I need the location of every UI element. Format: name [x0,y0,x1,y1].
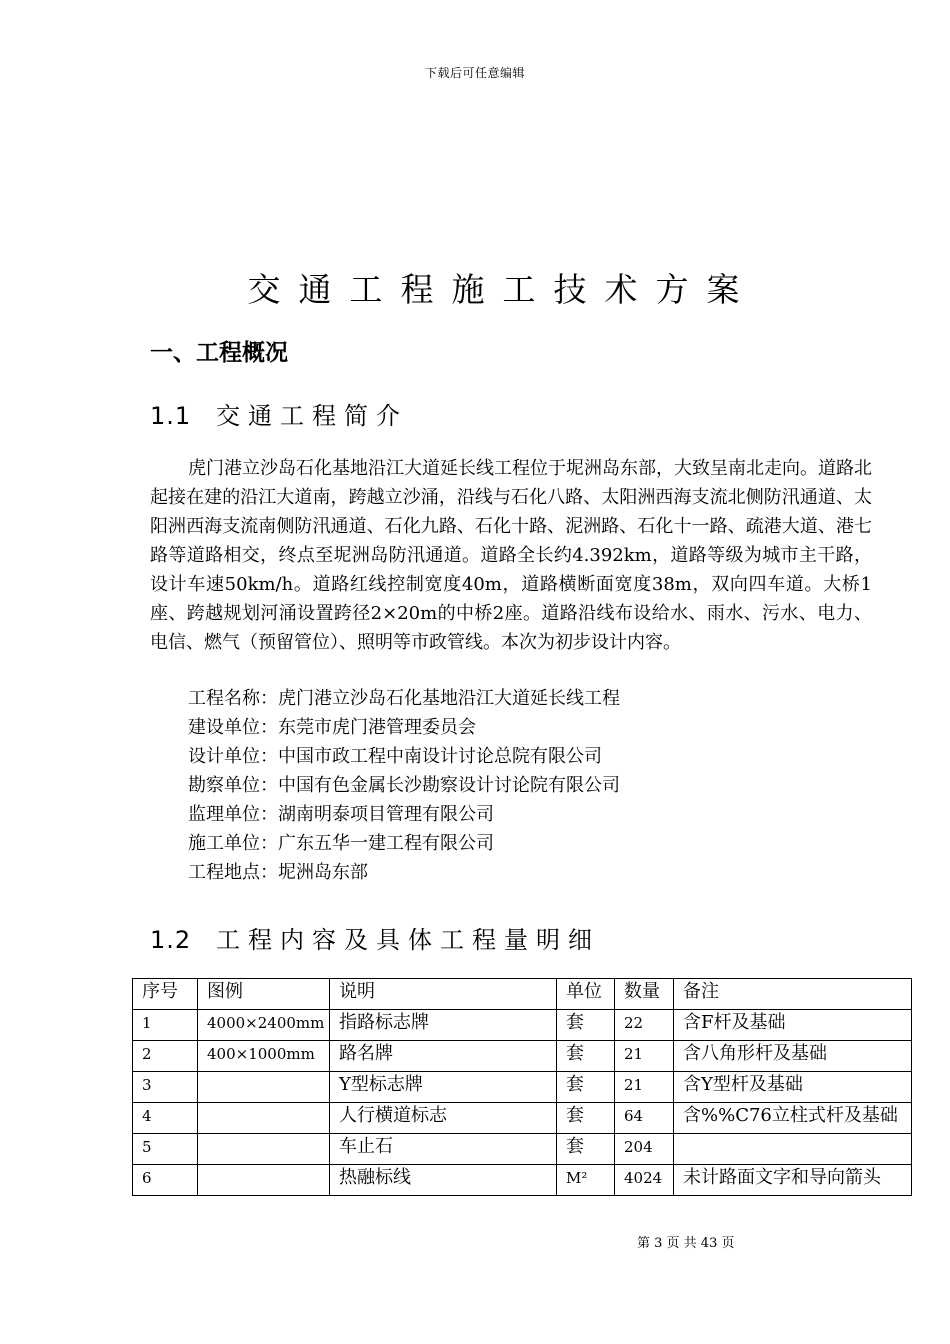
table-cell: 4024 [615,1165,674,1196]
table-cell: 含%%C76立柱式杆及基础 [674,1103,912,1134]
table-cell: 64 [615,1103,674,1134]
section-heading-1-1 [150,396,408,431]
table-cell: 21 [615,1072,674,1103]
quantity-table [132,978,912,1196]
table-cell: 套 [557,1103,615,1134]
info-line: 勘察单位：中国有色金属长沙勘察设计讨论院有限公司 [188,775,620,796]
table-cell: 4 [133,1103,198,1134]
table-cell: 车止石 [330,1134,557,1165]
info-line: 施工单位：广东五华一建工程有限公司 [188,833,494,854]
table-cell: 21 [615,1041,674,1072]
table-cell: 指路标志牌 [330,1010,557,1041]
table-cell: 3 [133,1072,198,1103]
table-row [133,1041,912,1072]
table-cell: 5 [133,1134,198,1165]
project-info-list [188,684,620,887]
section-heading-overview: 一、工程概况 [150,340,288,366]
table-cell: 4000×2400mm [198,1010,330,1041]
table-row [133,1072,912,1103]
table-header-cell: 单位 [557,979,615,1010]
table-cell [198,1103,330,1134]
table-row [133,1103,912,1134]
intro-paragraph: 虎门港立沙岛石化基地沿江大道延长线工程位于坭洲岛东部，大致呈南北走向。道路北起接在建的沿江大道南，跨越立沙涌，沿线与石化八路、太阳洲西海支流北侧防汛通道、太阳洲西海支流南侧防汛通道、石化九路、石化十路、泥洲路、石化十一路、疏港大道、港七路等道路相交，终点至坭洲岛防汛通道。道路全长约4.392km，道路等级为城市主干路，设计车速50km/h。道路红线控制宽度40m，道路横断面宽度38m，双向四车道。大桥1座、跨越规划河涌设置跨径2×20m的中桥2座。道路沿线布设给水、雨水、污水、电力、电信、燃气（预留管位）、照明等市政管线。本次为初步设计内容。 [150,458,872,653]
table-cell [674,1134,912,1165]
table-header-cell: 序号 [133,979,198,1010]
info-line: 工程地点：坭洲岛东部 [188,862,368,883]
table-row [133,1134,912,1165]
table-cell [198,1165,330,1196]
table-cell: 含F杆及基础 [674,1010,912,1041]
table-cell: 套 [557,1134,615,1165]
table-cell: M² [557,1165,615,1196]
info-line: 建设单位：东莞市虎门港管理委员会 [188,717,476,738]
table-cell [198,1134,330,1165]
section-title: 交通工程简介 [216,402,408,430]
table-header-cell: 说明 [330,979,557,1010]
section-number: 1.2 [150,926,192,954]
page-footer: 第 3 页 共 43 页 [637,1236,735,1251]
info-line: 监理单位：湖南明泰项目管理有限公司 [188,804,494,825]
info-line: 设计单位：中国市政工程中南设计讨论总院有限公司 [188,746,602,767]
table-header-cell: 备注 [674,979,912,1010]
document-title: 交通工程施工技术方案 [247,270,758,309]
section-number: 1.1 [150,402,192,430]
section-title: 工程内容及具体工程量明细 [216,926,600,954]
table-cell: 套 [557,1041,615,1072]
table-cell: Y型标志牌 [330,1072,557,1103]
table-cell: 2 [133,1041,198,1072]
info-line: 工程名称：虎门港立沙岛石化基地沿江大道延长线工程 [188,688,620,709]
table-cell: 6 [133,1165,198,1196]
table-cell: 未计路面文字和导向箭头 [674,1165,912,1196]
table-cell: 人行横道标志 [330,1103,557,1134]
table-cell [198,1072,330,1103]
table-header-row [133,979,912,1010]
header-note: 下载后可任意编辑 [424,66,525,80]
table-cell: 套 [557,1072,615,1103]
table-cell: 400×1000mm [198,1041,330,1072]
table-cell: 204 [615,1134,674,1165]
table-cell: 含八角形杆及基础 [674,1041,912,1072]
table-cell: 热融标线 [330,1165,557,1196]
table-header-cell: 数量 [615,979,674,1010]
section-heading-1-2 [150,920,600,955]
table-cell: 22 [615,1010,674,1041]
table-header-cell: 图例 [198,979,330,1010]
table-cell: 1 [133,1010,198,1041]
table-cell: 路名牌 [330,1041,557,1072]
table-row [133,1165,912,1196]
table-cell: 含Y型杆及基础 [674,1072,912,1103]
table-row [133,1010,912,1041]
table-cell: 套 [557,1010,615,1041]
